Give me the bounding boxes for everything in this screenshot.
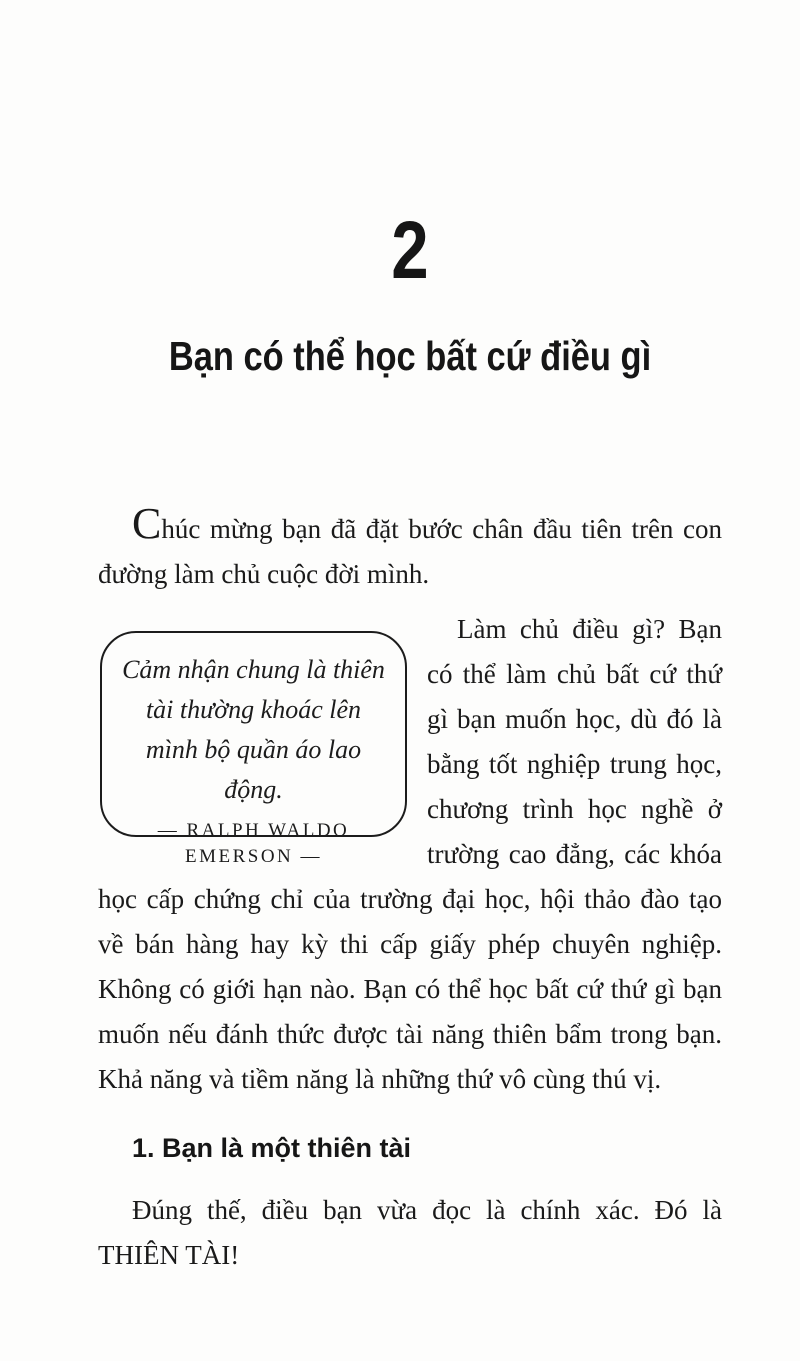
chapter-title: Bạn có thể học bất cứ điều gì: [168, 333, 652, 379]
drop-cap-letter: C: [132, 499, 162, 549]
pull-quote-box: [100, 631, 407, 868]
opening-paragraph-text: húc mừng bạn đã đặt bước chân đầu tiên trên con đường làm chủ cuộc đời mình.: [98, 514, 722, 590]
chapter-number: 2: [391, 205, 429, 296]
body-paragraph: [98, 607, 722, 1102]
section-paragraph: Đúng thế, điều bạn vừa đọc là chính xác. Đó là THIÊN TÀI!: [98, 1195, 722, 1271]
opening-paragraph: [98, 501, 722, 597]
pull-quote-text: Cảm nhận chung là thiên tài thường khoác lên mình bộ quần áo lao động.: [122, 655, 385, 805]
section-heading: 1. Bạn là một thiên tài: [132, 1133, 412, 1164]
pull-quote-attribution: — RALPH WALDO EMERSON —: [157, 820, 350, 868]
body-paragraph-text: Làm chủ điều gì? Bạn có thể làm chủ bất cứ thứ gì bạn muốn học, dù đó là bằng tốt nghiệp trung học, chương trình học nghề ở trường cao đẳng, các khóa học cấp chứng chỉ của trường đại học, hội thảo đào tạo về bán hàng hay kỳ thi cấp giấy phép chuyên nghiệp. Không có giới hạn nào. Bạn có thể học bất cứ thứ gì bạn muốn nếu đánh thức được tài năng thiên bẩm trong bạn. Khả năng và tiềm năng là những thứ vô cùng thú vị.: [98, 614, 722, 1095]
